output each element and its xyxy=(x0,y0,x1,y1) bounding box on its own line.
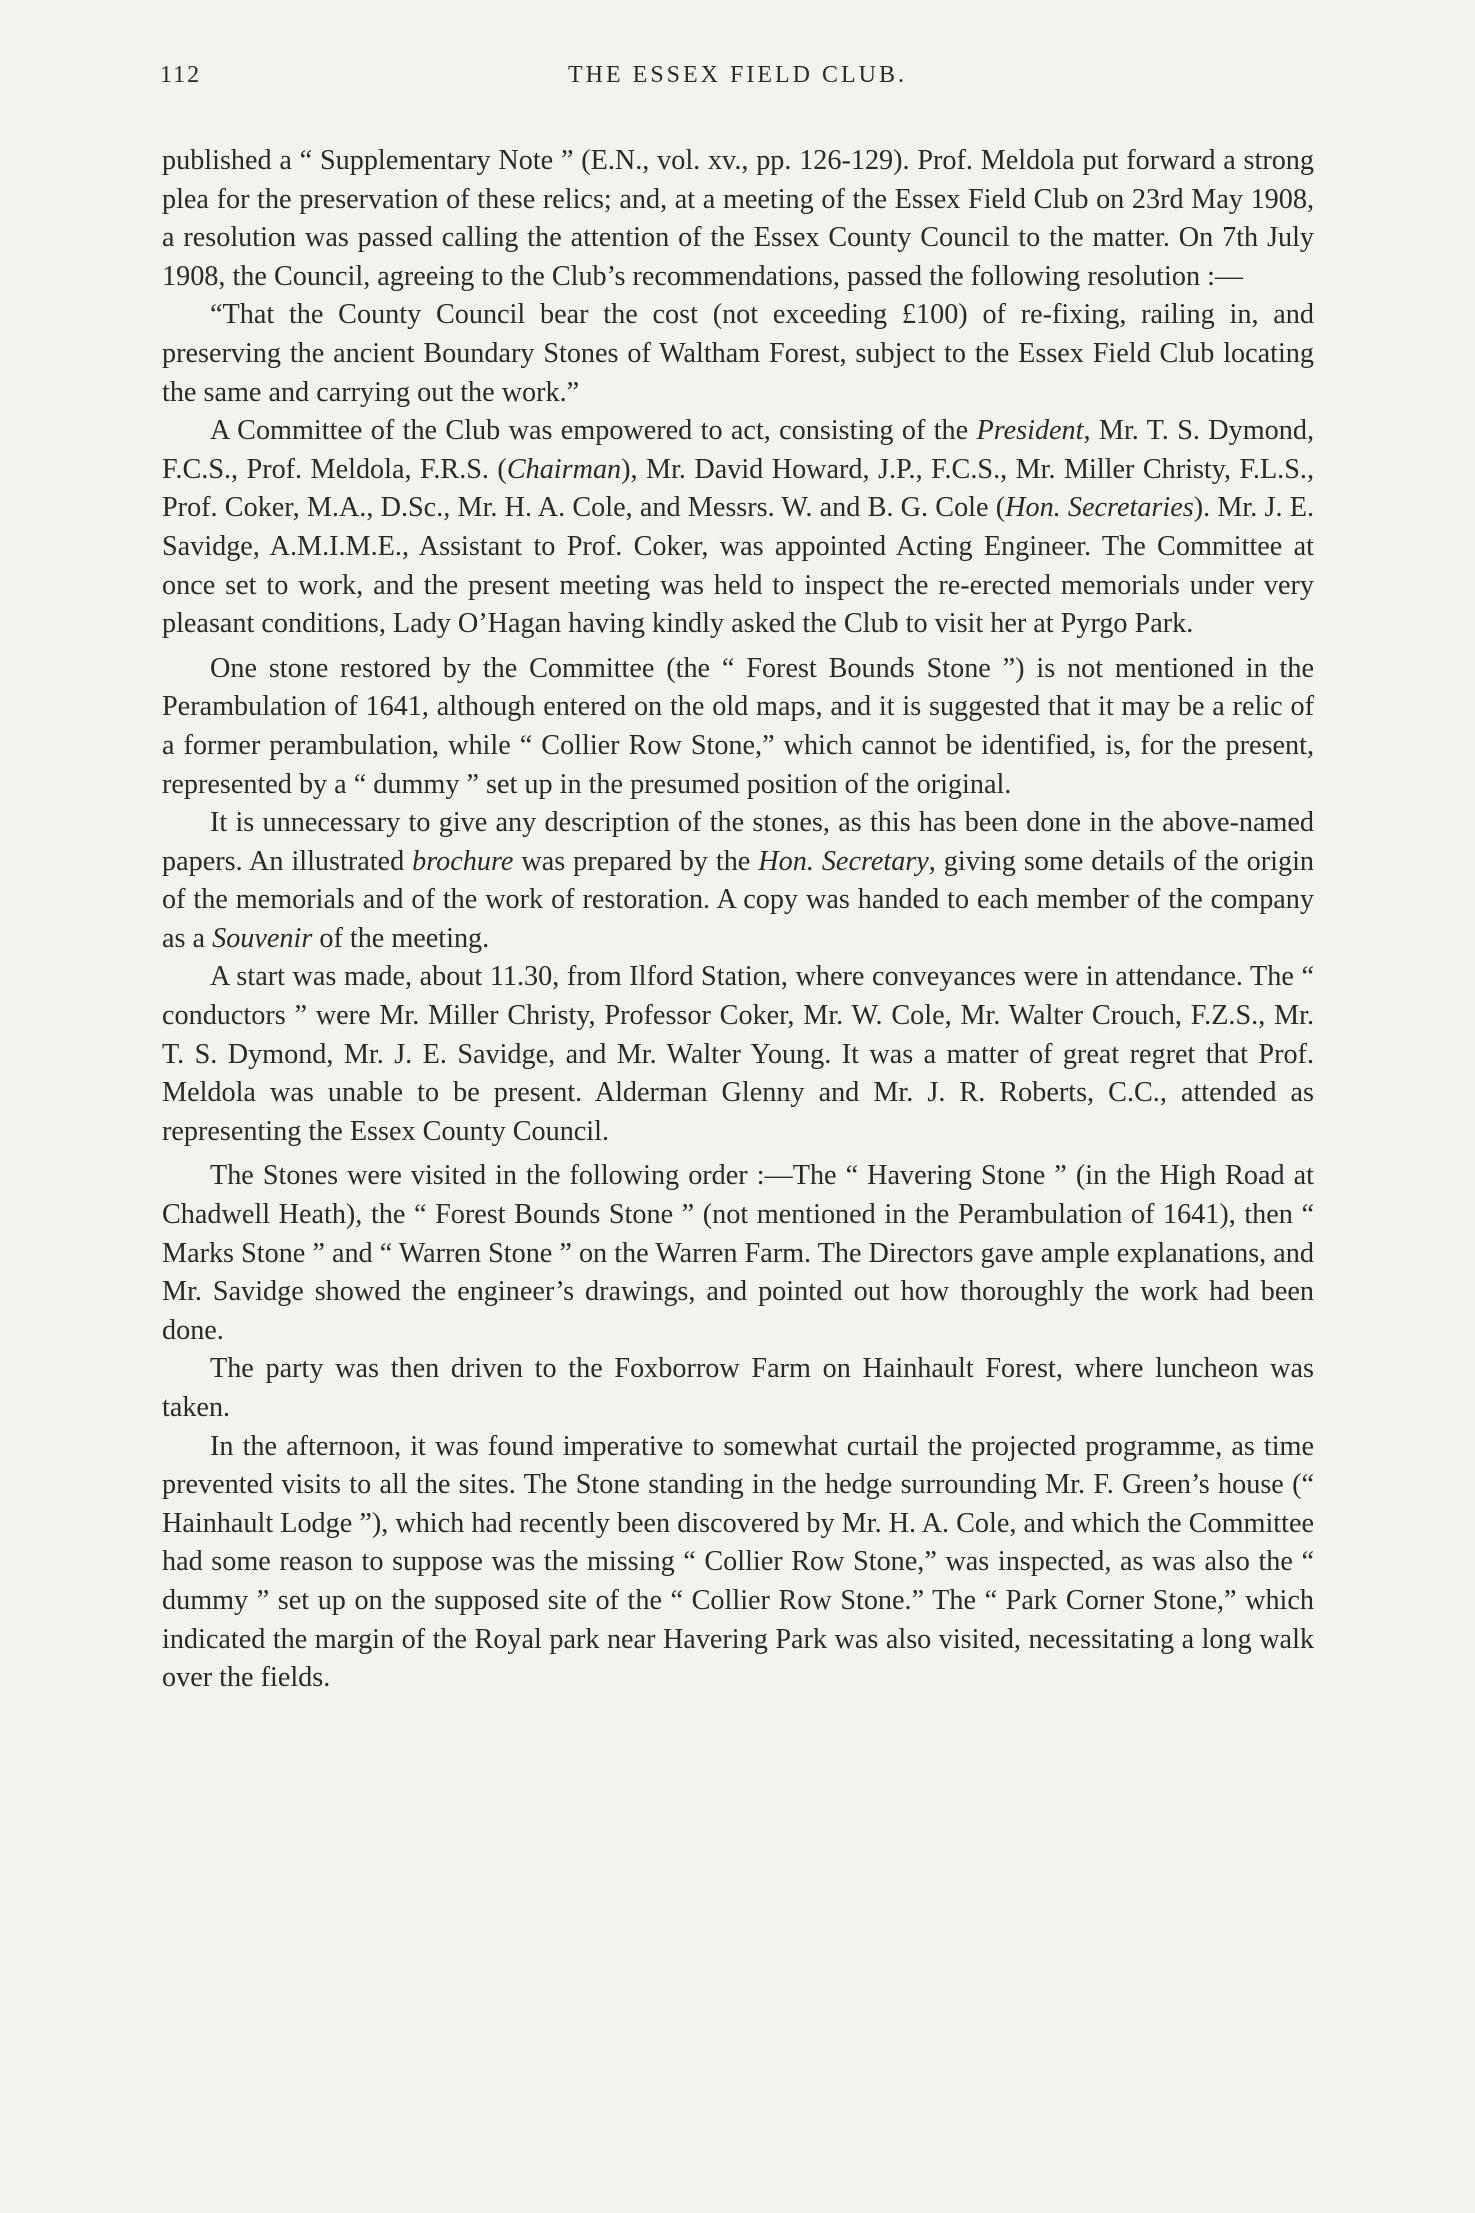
paragraph xyxy=(162,142,1314,296)
text-run: , Mr. T. S. Dymond, F.C.S., Prof. Meldola, F.R.S. ( xyxy=(162,415,1314,485)
italic-text: brochure xyxy=(412,845,514,877)
text-run: of the meeting. xyxy=(312,922,490,954)
italic-text: President xyxy=(976,415,1084,447)
paragraph xyxy=(162,1428,1314,1698)
body-text xyxy=(162,142,1314,1698)
text-run: The party was then driven to the Foxborrow Farm on Hainhault Forest, where luncheon was taken. xyxy=(162,1353,1314,1423)
running-header xyxy=(160,62,1315,102)
paragraph xyxy=(162,1157,1314,1350)
text-run: A Committee of the Club was empowered to act, consisting of the xyxy=(210,415,977,447)
text-run: “That the County Council bear the cost (not exceeding £100) of re-fixing, railing in, and preserving the ancient Boundary Stones of Waltham Forest, subject to the Essex Field Club locating the same and carrying out the work.” xyxy=(162,299,1314,408)
italic-text: Hon. Secretaries xyxy=(1005,492,1194,524)
text-run: ). Mr. J. E. Savidge, A.M.I.M.E., Assistant to Prof. Coker, was appointed Acting Engineer. The Committee at once set to work, and the present meeting was held to inspect the re-erected memorials under very pleasant conditions, Lady O’Hagan having kindly asked the Club to visit her at Pyrgo Park. xyxy=(162,492,1315,640)
text-run: One stone restored by the Committee (the “ Forest Bounds Stone ”) is not mentioned in the Perambulation of 1641, although entered on the old maps, and it is suggested that it may be a relic of a former perambulation, while “ Collier Row Stone,” which cannot be identified, is, for the present, represented by a “ dummy ” set up in the presumed position of the original. xyxy=(162,652,1314,800)
text-run: A start was made, about 11.30, from Ilford Station, where conveyances were in attendance. The “ conductors ” were Mr. Miller Christy, Professor Coker, Mr. W. Cole, Mr. Walter Crouch, F.Z.S., Mr. T. S. Dymond, Mr. J. E. Savidge, and Mr. Walter Young. It was a matter of great regret that Prof. Meldola was unable to be present. Alderman Glenny and Mr. J. R. Roberts, C.C., attended as representing the Essex County Council. xyxy=(162,961,1314,1147)
text-run: ), Mr. David Howard, J.P., F.C.S., Mr. Miller Christy, F.L.S., Prof. Coker, M.A., D.Sc., Mr. H. A. Cole, and Messrs. W. and B. G. Cole ( xyxy=(162,453,1314,524)
text-run: It is unnecessary to give any description of the stones, as this has been done in the above-named papers. An illustrated xyxy=(162,807,1314,877)
page-number: 112 xyxy=(160,62,202,88)
paragraph xyxy=(162,958,1314,1151)
running-title: THE ESSEX FIELD CLUB. xyxy=(568,62,907,88)
text-run: published a “ Supplementary Note ” (E.N., vol. xv., pp. 126-129). Prof. Meldola put forward a strong plea for the preservation of these relics; and, at a meeting of the Essex Field Club on 23rd May 1908, a resolution was passed calling the attention of the Essex County Council to the matter. On 7th July 1908, the Council, agreeing to the Club’s recommendations, passed the following resolution :— xyxy=(162,145,1314,292)
paragraph xyxy=(162,296,1314,412)
text-run: In the afternoon, it was found imperative to somewhat curtail the projected programme, as time prevented visits to all the sites. The Stone standing in the hedge surrounding Mr. F. Green’s house (“ Hainhault Lodge ”), which had recently been discovered by Mr. H. A. Cole, and which the Committee had some reason to suppose was the missing “ Collier Row Stone,” was inspected, as was also the “ dummy ” set up on the supposed site of the “ Collier Row Stone.” The “ Park Corner Stone,” which indicated the margin of the Royal park near Havering Park was also visited, necessitating a long walk over the fields. xyxy=(162,1430,1314,1694)
text-run: , giving some details of the origin of the memorials and of the work of restoration. A copy was handed to each member of the company as a xyxy=(162,845,1315,954)
italic-text: Souvenir xyxy=(212,922,313,954)
paragraph xyxy=(162,1350,1314,1427)
text-run: was prepared by the xyxy=(513,845,759,877)
text-run: The Stones were visited in the following order :—The “ Havering Stone ” (in the High Road at Chadwell Heath), the “ Forest Bounds Stone ” (not mentioned in the Perambulation of 1641), then “ Marks Stone ” and “ Warren Stone ” on the Warren Farm. The Directors gave ample explanations, and Mr. Savidge showed the engineer’s drawings, and pointed out how thoroughly the work had been done. xyxy=(162,1160,1314,1346)
paragraph xyxy=(162,412,1314,644)
italic-text: Hon. Secretary xyxy=(758,845,929,877)
paragraph xyxy=(162,804,1314,958)
italic-text: Chairman xyxy=(506,453,622,485)
paragraph xyxy=(162,650,1314,804)
